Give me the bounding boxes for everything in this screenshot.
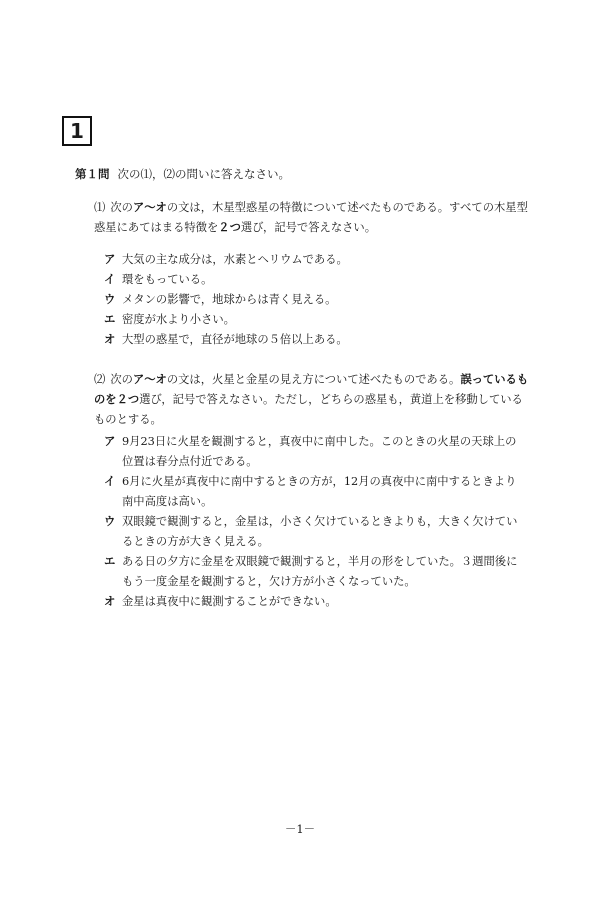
part1-option-u — [104, 290, 524, 310]
part1-option-a — [104, 250, 524, 270]
part1-option-e — [104, 310, 524, 330]
section-number-box: 1 — [62, 116, 92, 146]
question-text: 次の⑴，⑵の問いに答えなさい。 — [117, 167, 290, 181]
part2-option-a — [104, 432, 524, 472]
part2-option-e — [104, 552, 524, 592]
part2-options — [104, 432, 524, 612]
part2-text-c: 選び，記号で答えなさい。ただし，どちらの惑星も，黄道上を移動しているものとする。 — [94, 393, 523, 426]
option-text: 双眼鏡で観測すると，金星は，小さく欠けているときよりも，大きく欠けているときの方が大きく見える。 — [122, 515, 518, 548]
option-text: 大型の惑星で，直径が地球の５倍以上ある。 — [122, 333, 348, 346]
option-text: 9月23日に火星を観測すると，真夜中に南中した。このときの火星の天球上の位置は春分点付近である。 — [122, 435, 517, 468]
question-label: 第１問 — [75, 167, 110, 181]
option-text: 環をもっている。 — [122, 273, 213, 286]
option-text: 6月に火星が真夜中に南中するときの方が，12月の真夜中に南中するときより南中高度は高い。 — [122, 475, 517, 508]
question-title — [75, 166, 290, 182]
part1-stem — [94, 198, 534, 238]
option-key: イ — [104, 273, 116, 286]
option-key: ア — [104, 253, 116, 266]
part1-number: ⑴ — [94, 201, 106, 214]
option-key: ウ — [104, 293, 116, 306]
part2-text-a: 次の — [110, 373, 133, 386]
part2-text-b: の文は，火星と金星の見え方について述べたものである。 — [166, 373, 461, 386]
option-text: 密度が水より小さい。 — [122, 313, 235, 326]
part1-text-a: 次の — [110, 201, 133, 214]
part2-option-u — [104, 512, 524, 552]
option-key: ア — [104, 435, 116, 448]
option-key: オ — [104, 333, 116, 346]
option-key: エ — [104, 555, 116, 568]
option-text: メタンの影響で，地球からは青く見える。 — [122, 293, 337, 306]
part1-bold-b: ２つ — [218, 221, 241, 234]
part1-text-c: 選び，記号で答えなさい。 — [240, 221, 377, 234]
part1-options — [104, 250, 524, 350]
part2-stem — [94, 370, 534, 430]
option-text: 金星は真夜中に観測することができない。 — [122, 595, 337, 608]
option-key: エ — [104, 313, 116, 326]
option-key: イ — [104, 475, 116, 488]
part1-option-o — [104, 330, 524, 350]
option-key: オ — [104, 595, 116, 608]
part1-bold-a: ア～オ — [132, 201, 167, 214]
part1-text-b: の文は，木星型惑星の特徴について述べたものである。すべての木星型惑星にあてはまる特徴を — [94, 201, 528, 234]
page-number: －1－ — [284, 822, 316, 836]
option-text: ある日の夕方に金星を双眼鏡で観測すると，半月の形をしていた。３週間後にもう一度金星を観測すると，欠け方が小さくなっていた。 — [122, 555, 518, 588]
part2-option-o — [104, 592, 524, 612]
option-text: 大気の主な成分は，水素とヘリウムである。 — [122, 253, 348, 266]
part2-number: ⑵ — [94, 373, 106, 386]
part2-bold-a: ア～オ — [132, 373, 167, 386]
part2-bold-b: 誤っているものを２つ — [94, 373, 529, 406]
part2-option-i — [104, 472, 524, 512]
part1-option-i — [104, 270, 524, 290]
option-key: ウ — [104, 515, 116, 528]
